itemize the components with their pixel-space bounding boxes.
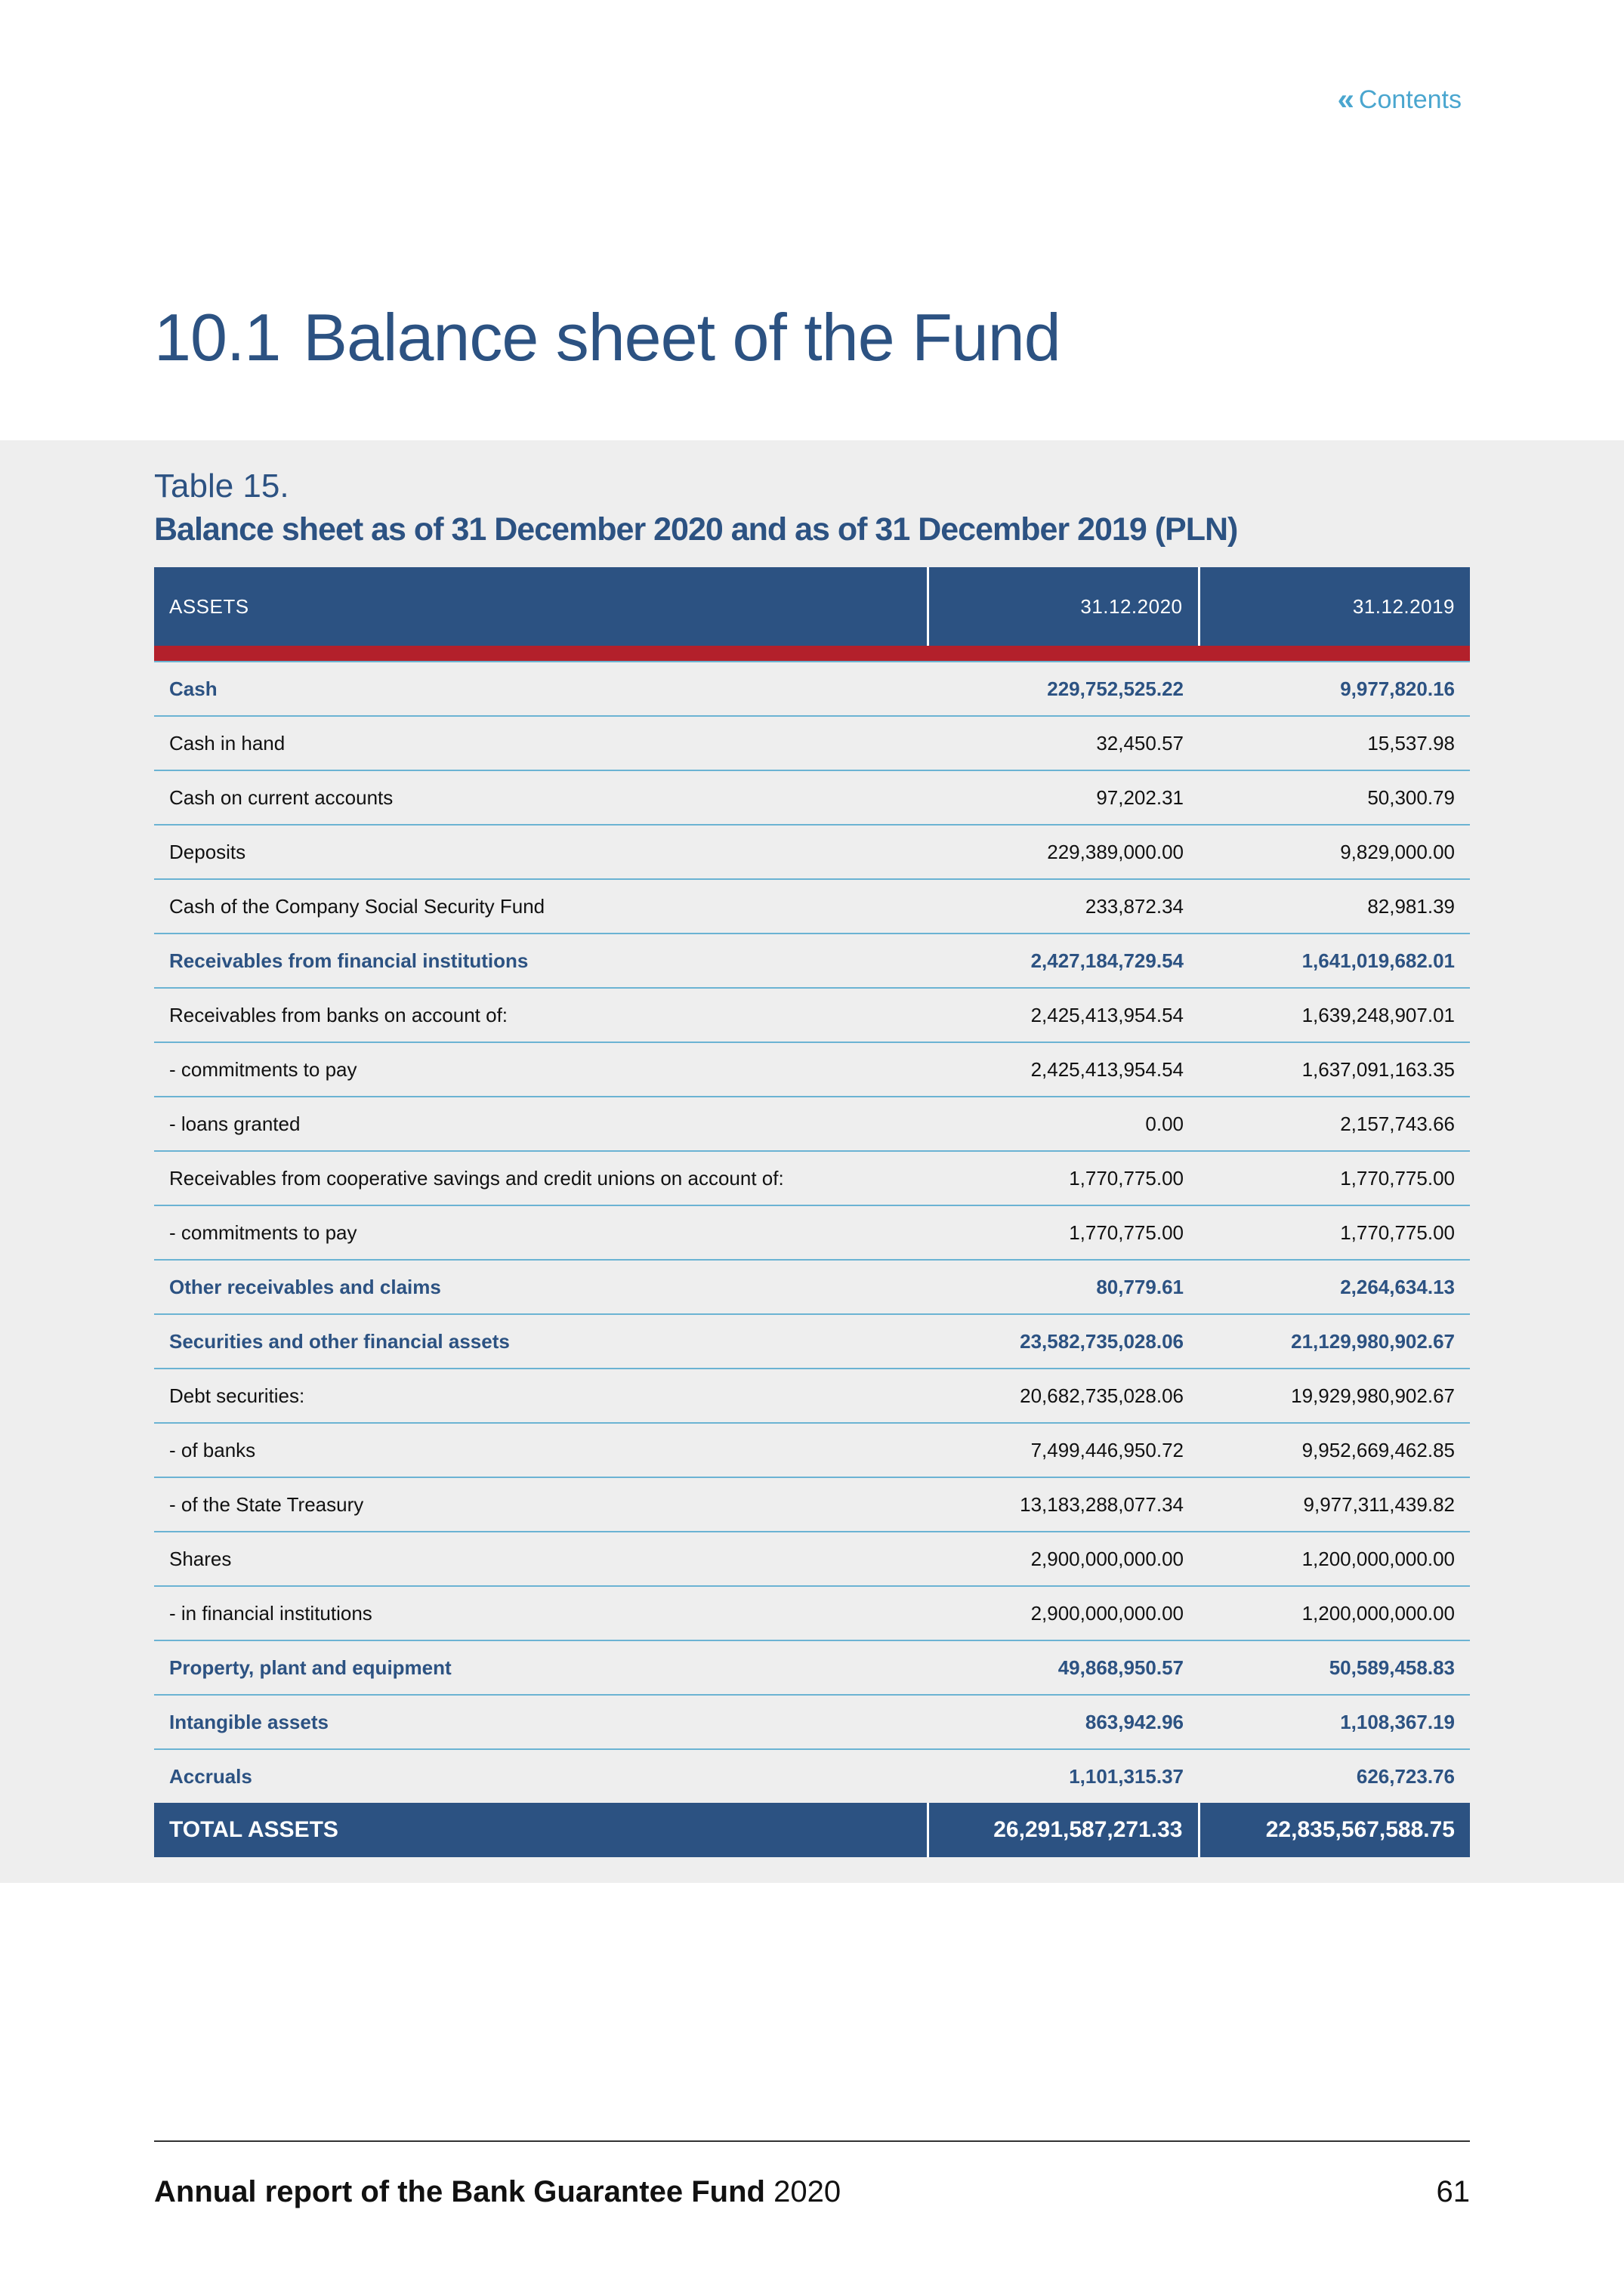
value-2019: 15,537.98 — [1199, 716, 1470, 770]
table-header-row — [154, 567, 1470, 646]
table-row — [154, 1586, 1470, 1640]
value-2020: 2,425,413,954.54 — [928, 988, 1199, 1042]
table-row — [154, 1695, 1470, 1749]
value-2019: 1,639,248,907.01 — [1199, 988, 1470, 1042]
value-2020: 20,682,735,028.06 — [928, 1369, 1199, 1423]
value-2020: 32,450.57 — [928, 716, 1199, 770]
row-label: Accruals — [169, 1764, 252, 1788]
table-row — [154, 825, 1470, 879]
header-2019: 31.12.2019 — [1199, 567, 1470, 646]
value-2020: 49,868,950.57 — [928, 1640, 1199, 1695]
value-2020: 233,872.34 — [928, 879, 1199, 934]
table-caption — [154, 465, 1470, 551]
value-2020: 229,752,525.22 — [928, 662, 1199, 716]
footer-divider — [154, 2140, 1470, 2142]
row-label: Cash on current accounts — [154, 770, 928, 825]
row-label: Deposits — [154, 825, 928, 879]
table-row — [154, 1369, 1470, 1423]
table-row — [154, 1477, 1470, 1532]
row-label: Receivables from financial institutions — [154, 934, 928, 988]
table-row — [154, 1151, 1470, 1205]
table-row — [154, 1205, 1470, 1260]
table-row — [154, 1097, 1470, 1151]
header-assets: ASSETS — [154, 567, 928, 646]
row-label: Other receivables and claims — [154, 1260, 928, 1314]
value-2019: 1,108,367.19 — [1199, 1695, 1470, 1749]
value-2020: 863,942.96 — [928, 1695, 1199, 1749]
table-row — [154, 1423, 1470, 1477]
table-row — [154, 879, 1470, 934]
balance-sheet-table — [154, 567, 1470, 1857]
value-2019: 2,264,634.13 — [1199, 1260, 1470, 1314]
value-2020: 2,427,184,729.54 — [928, 934, 1199, 988]
row-label: Cash of the Company Social Security Fund — [154, 879, 928, 934]
value-2019: 9,952,669,462.85 — [1199, 1423, 1470, 1477]
table-row — [154, 934, 1470, 988]
value-2019: 21,129,980,902.67 — [1199, 1314, 1470, 1369]
row-label: Shares — [154, 1532, 928, 1586]
value-2019: 50,300.79 — [1199, 770, 1470, 825]
table-row — [154, 1042, 1470, 1097]
table-title: Balance sheet as of 31 December 2020 and as of 31 December 2019 (PLN) — [154, 511, 1238, 548]
value-2020: 1,101,315.37 — [1069, 1764, 1184, 1788]
total-label: TOTAL ASSETS — [154, 1803, 928, 1857]
table-row — [154, 662, 1470, 716]
row-label: - in financial institutions — [154, 1586, 928, 1640]
row-label: - loans granted — [154, 1097, 928, 1151]
contents-link[interactable] — [1338, 85, 1462, 115]
value-2020: 2,900,000,000.00 — [928, 1586, 1199, 1640]
table-row — [154, 770, 1470, 825]
header-accent-bar — [154, 646, 1470, 662]
footer-report-title — [154, 2175, 841, 2209]
row-label: Cash — [154, 662, 928, 716]
row-label: - of banks — [154, 1423, 928, 1477]
row-label: - commitments to pay — [154, 1205, 928, 1260]
table-row — [154, 1640, 1470, 1695]
value-2019: 626,723.76 — [1356, 1764, 1455, 1788]
total-2020: 26,291,587,271.33 — [928, 1803, 1199, 1857]
row-label: Securities and other financial assets — [154, 1314, 928, 1369]
value-2019: 82,981.39 — [1199, 879, 1470, 934]
value-2019: 1,641,019,682.01 — [1199, 934, 1470, 988]
value-2020: 1,770,775.00 — [928, 1151, 1199, 1205]
value-2019: 9,977,820.16 — [1199, 662, 1470, 716]
value-2019: 2,157,743.66 — [1199, 1097, 1470, 1151]
table-row — [154, 988, 1470, 1042]
section-number: 10.1 — [154, 300, 281, 375]
section-title: Balance sheet of the Fund — [303, 300, 1061, 375]
value-2019: 9,829,000.00 — [1199, 825, 1470, 879]
value-2020: 2,425,413,954.54 — [928, 1042, 1199, 1097]
row-label: Receivables from banks on account of: — [154, 988, 928, 1042]
value-2019: 50,589,458.83 — [1199, 1640, 1470, 1695]
table-row — [154, 1749, 1470, 1803]
value-2020: 13,183,288,077.34 — [928, 1477, 1199, 1532]
value-2019: 1,200,000,000.00 — [1199, 1532, 1470, 1586]
header-2020: 31.12.2020 — [928, 567, 1199, 646]
table-row — [154, 1314, 1470, 1369]
report-title: Annual report of the Bank Guarantee Fund — [154, 2175, 765, 2208]
value-2020: 80,779.61 — [928, 1260, 1199, 1314]
table-row — [154, 716, 1470, 770]
value-2019: 1,770,775.00 — [1199, 1151, 1470, 1205]
row-label: Debt securities: — [154, 1369, 928, 1423]
total-row — [154, 1803, 1470, 1857]
table-row — [154, 1260, 1470, 1314]
value-2020: 229,389,000.00 — [928, 825, 1199, 879]
value-2020: 1,770,775.00 — [928, 1205, 1199, 1260]
row-label: Receivables from cooperative savings and credit unions on account of: — [154, 1151, 928, 1205]
value-2020: 7,499,446,950.72 — [928, 1423, 1199, 1477]
row-label: Cash in hand — [154, 716, 928, 770]
value-2019: 9,977,311,439.82 — [1199, 1477, 1470, 1532]
page-title — [154, 299, 1061, 376]
value-2019: 19,929,980,902.67 — [1199, 1369, 1470, 1423]
contents-label: Contents — [1358, 85, 1462, 114]
total-2019: 22,835,567,588.75 — [1199, 1803, 1470, 1857]
report-year: 2020 — [773, 2175, 841, 2208]
row-label: Property, plant and equipment — [154, 1640, 928, 1695]
value-2020: 0.00 — [928, 1097, 1199, 1151]
value-2019: 1,200,000,000.00 — [1199, 1586, 1470, 1640]
table-row — [154, 1532, 1470, 1586]
value-2019: 1,637,091,163.35 — [1199, 1042, 1470, 1097]
value-2020: 97,202.31 — [928, 770, 1199, 825]
row-label: - commitments to pay — [154, 1042, 928, 1097]
row-label: - of the State Treasury — [154, 1477, 928, 1532]
table-number: Table 15. — [154, 468, 289, 505]
page-number: 61 — [1436, 2175, 1470, 2208]
value-2020: 2,900,000,000.00 — [928, 1532, 1199, 1586]
value-2020: 23,582,735,028.06 — [928, 1314, 1199, 1369]
row-label: Intangible assets — [154, 1695, 928, 1749]
double-chevron-left-icon: « — [1337, 83, 1350, 116]
value-2019: 1,770,775.00 — [1199, 1205, 1470, 1260]
